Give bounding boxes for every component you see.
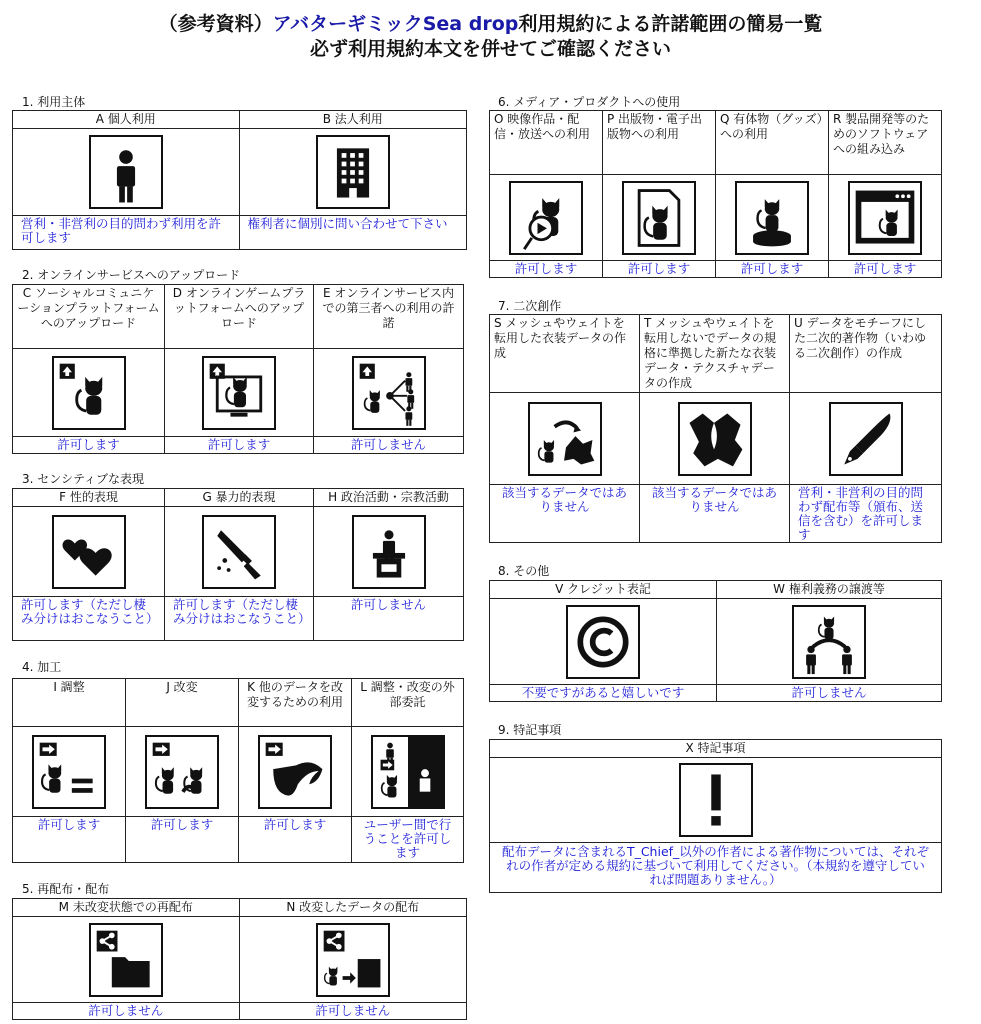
item-r-head: R 製品開発等のためのソフトウェアへの組み込み xyxy=(829,111,941,175)
item-m-status: 許可しません xyxy=(13,1002,239,1019)
item-e-head: E オンラインサービス内での第三者への利用の許諾 xyxy=(314,285,463,349)
item-v-status: 不要ですがあると嬉しいです xyxy=(490,684,716,701)
item-k xyxy=(239,679,352,862)
item-e xyxy=(314,285,463,453)
section-title-processing: 4. 加工 xyxy=(22,660,62,674)
section-processing-table xyxy=(12,678,464,863)
hearts-icon xyxy=(52,515,126,589)
knife-icon xyxy=(202,515,276,589)
section-title-media: 6. メディア・プロダクトへの使用 xyxy=(498,95,681,109)
item-c-head: C ソーシャルコミュニケーションプラットフォームへのアップロード xyxy=(13,285,164,349)
item-m xyxy=(13,899,240,1019)
transform-icon xyxy=(258,735,332,809)
modify-icon xyxy=(145,735,219,809)
item-x-head: X 特記事項 xyxy=(490,740,941,758)
section-title-usage: 1. 利用主体 xyxy=(22,95,86,109)
item-p-status: 許可します xyxy=(603,260,715,277)
section-media-table xyxy=(489,110,942,278)
section-online-upload-table xyxy=(12,284,464,454)
document-icon xyxy=(622,181,696,255)
item-f xyxy=(13,489,165,640)
item-l-head: L 調整・改変の外部委託 xyxy=(352,679,463,727)
video-icon xyxy=(509,181,583,255)
item-j-status: 許可します xyxy=(126,816,238,862)
section-title-derivative: 7. 二次創作 xyxy=(498,299,562,313)
item-q xyxy=(716,111,829,277)
item-s xyxy=(490,315,640,542)
item-u-status: 営利・非営利の目的問わず配布等（頒布、送信を含む）を許可します xyxy=(790,484,941,542)
item-n-status: 許可しません xyxy=(240,1002,467,1019)
item-s-head: S メッシュやウェイトを転用した衣装データの作成 xyxy=(490,315,639,393)
item-f-status: 許可します（ただし棲み分けはおこなうこと） xyxy=(13,596,164,640)
item-l xyxy=(352,679,463,862)
section-title-other: 8. その他 xyxy=(498,564,550,578)
section-title-special-notes: 9. 特記事項 xyxy=(498,723,562,737)
section-sensitive-table xyxy=(12,488,464,641)
item-i xyxy=(13,679,126,862)
upload-share-icon xyxy=(352,356,426,430)
item-h-status: 許可しません xyxy=(314,596,463,640)
item-q-head: Q 有体物（グッズ）への利用 xyxy=(716,111,828,175)
item-d xyxy=(165,285,314,453)
person-icon xyxy=(89,135,163,209)
item-d-status: 許可します xyxy=(165,436,313,453)
item-r xyxy=(829,111,941,277)
item-i-status: 許可します xyxy=(13,816,125,862)
share-modified-icon xyxy=(316,923,390,997)
item-f-head: F 性的表現 xyxy=(13,489,164,507)
document-title: （参考資料）アバターギミックSea drop利用規約による許諾範囲の簡易一覧 xyxy=(158,13,823,35)
figure-icon xyxy=(735,181,809,255)
building-icon xyxy=(316,135,390,209)
item-x xyxy=(490,740,941,892)
item-v-head: V クレジット表記 xyxy=(490,581,716,599)
section-title-redistribution: 5. 再配布・配布 xyxy=(22,882,110,896)
software-window-icon xyxy=(848,181,922,255)
copyright-icon xyxy=(566,605,640,679)
item-g xyxy=(165,489,314,640)
item-o-head: O 映像作品・配信・放送への利用 xyxy=(490,111,602,175)
item-v xyxy=(490,581,717,701)
item-d-head: D オンラインゲームプラットフォームへのアップロード xyxy=(165,285,313,349)
item-b-status: 権利者に個別に問い合わせて下さい xyxy=(240,215,467,249)
item-k-status: 許可します xyxy=(239,816,351,862)
item-o-status: 許可します xyxy=(490,260,602,277)
item-g-status: 許可します（ただし棲み分けはおこなうこと） xyxy=(165,596,313,640)
item-r-status: 許可します xyxy=(829,260,941,277)
item-s-status: 該当するデータではありません xyxy=(490,484,639,542)
item-w-status: 許可しません xyxy=(717,684,941,701)
section-title-sensitive: 3. センシティブな表現 xyxy=(22,472,145,486)
item-t xyxy=(640,315,790,542)
item-j xyxy=(126,679,239,862)
item-n xyxy=(240,899,467,1019)
pen-nib-icon xyxy=(829,402,903,476)
clothing-icon xyxy=(678,402,752,476)
item-h-head: H 政治活動・宗教活動 xyxy=(314,489,463,507)
section-usage-table xyxy=(12,110,467,250)
item-q-status: 許可します xyxy=(716,260,828,277)
transfer-rights-icon xyxy=(792,605,866,679)
document-subtitle: 必ず利用規約本文を併せてご確認ください xyxy=(309,38,671,60)
item-a xyxy=(13,111,240,249)
item-u-head: U データをモチーフにした二次的著作物（いわゆる二次創作）の作成 xyxy=(790,315,941,393)
exclamation-icon xyxy=(679,763,753,837)
item-p-head: P 出版物・電子出版物への利用 xyxy=(603,111,715,175)
item-k-head: K 他のデータを改変するための利用 xyxy=(239,679,351,727)
adjust-icon xyxy=(32,735,106,809)
item-p xyxy=(603,111,716,277)
section-other-table xyxy=(489,580,942,702)
item-u xyxy=(790,315,941,542)
item-a-head: A 個人利用 xyxy=(13,111,239,129)
item-a-status: 営利・非営利の目的問わず利用を許可します xyxy=(13,215,239,249)
podium-icon xyxy=(352,515,426,589)
section-derivative-table xyxy=(489,314,942,543)
item-h xyxy=(314,489,463,640)
upload-person-icon xyxy=(52,356,126,430)
item-c-status: 許可します xyxy=(13,436,164,453)
item-n-head: N 改変したデータの配布 xyxy=(240,899,467,917)
item-i-head: I 調整 xyxy=(13,679,125,727)
item-b xyxy=(240,111,467,249)
item-o xyxy=(490,111,603,277)
item-t-head: T メッシュやウェイトを転用しないでデータの規格に準拠した新たな衣装データ・テクスチャデータの作成 xyxy=(640,315,789,393)
item-b-head: B 法人利用 xyxy=(240,111,467,129)
item-x-status: 配布データに含まれるT_Chief_以外の作者による著作物については、それぞれの作者が定める規約に基づいて利用してください。（本規約を遵守していれば問題ありません。） xyxy=(490,842,941,892)
share-folder-icon xyxy=(89,923,163,997)
clothing-transfer-icon xyxy=(528,402,602,476)
item-w xyxy=(717,581,941,701)
item-j-head: J 改変 xyxy=(126,679,238,727)
item-e-status: 許可しません xyxy=(314,436,463,453)
item-l-status: ユーザー間で行うことを許可します xyxy=(352,816,463,862)
item-m-head: M 未改変状態での再配布 xyxy=(13,899,239,917)
section-title-online-upload: 2. オンラインサービスへのアップロード xyxy=(22,268,241,282)
upload-monitor-icon xyxy=(202,356,276,430)
section-special-notes-table xyxy=(489,739,942,893)
item-t-status: 該当するデータではありません xyxy=(640,484,789,542)
section-redistribution-table xyxy=(12,898,467,1020)
item-g-head: G 暴力的表現 xyxy=(165,489,313,507)
item-c xyxy=(13,285,165,453)
outsource-icon xyxy=(371,735,445,809)
item-w-head: W 権利義務の譲渡等 xyxy=(717,581,941,599)
